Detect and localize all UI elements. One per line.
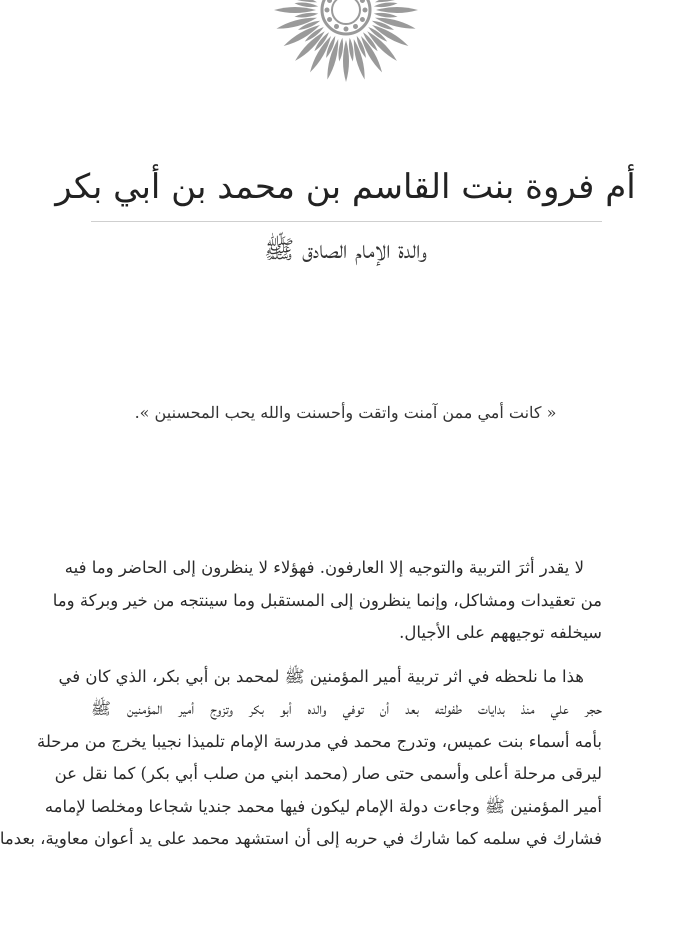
paragraph-gap — [91, 650, 602, 661]
ornament-dot — [359, 0, 366, 4]
ornament-dot — [359, 16, 366, 23]
text-line: فشارك في سلمه كما شارك في حربه إلى أن استشهد محمد على يد أعوان معاوية، بعدما — [0, 829, 602, 848]
ornament-dot — [344, 27, 349, 32]
text-line: لا يقدر أثرَ التربية والتوجيه إلا العارفون. فهؤلاء لا ينظرون إلى الحاضر وما فيه — [64, 558, 584, 577]
text-line: سيخلفه توجيههم على الأجيال. — [399, 623, 602, 642]
ornament-petal — [343, 40, 349, 82]
ornament-petal — [365, 29, 399, 63]
paragraph — [52, 552, 602, 650]
ornament-dot — [333, 23, 340, 30]
chapter-subtitle: والدة الإمام الصادق ﷺ — [263, 235, 428, 264]
text-line: ليرقى مرحلة أعلى وأسمى حتى صار (محمد ابني من صلب أبي بكر) كما نقل عن — [54, 764, 602, 783]
ornament-dot — [326, 0, 333, 4]
ornament-petal — [274, 7, 316, 13]
body-text — [0, 552, 602, 856]
ornament-petal — [376, 7, 418, 13]
title-divider — [91, 221, 602, 222]
text-line: من تعقيدات ومشاكل، وإنما ينظرون إلى المستقبل وما سينتجه من خير وبركة وما — [52, 590, 602, 610]
ornament-dot — [363, 8, 368, 13]
ornament-dot — [326, 16, 333, 23]
floral-ornament-icon — [261, 0, 431, 90]
epigraph-quote: « كانت أمي ممن آمنت واتقت وأحسنت والله يحب المحسنين ». — [134, 403, 557, 422]
paragraph — [0, 661, 602, 856]
text-line: هذا ما نلحظه في اثر تربية أمير المؤمنين ﷺ لمحمد بن أبي بكر، الذي كان في — [58, 666, 584, 686]
ornament-dot — [325, 8, 330, 13]
text-line: حجر علي منذ بدايات طفولته بعد أن توفي والده أبو بكر وتزوج أمير المؤمنين ﷺ — [91, 699, 602, 718]
chapter-title: أم فروة بنت القاسم بن محمد بن أبي بكر — [55, 167, 636, 207]
text-line: أمير المؤمنين ﷺ وجاءت دولة الإمام ليكون فيها محمد جنديا شجاعا ومخلصا لإمامه — [44, 796, 602, 816]
ornament-petal — [293, 29, 327, 63]
text-line: بأمه أسماء بنت عميس، وتدرج محمد في مدرسة الإمام تلميذا نجيبا يخرج من مرحلة — [37, 731, 602, 751]
ornament-dot — [352, 23, 359, 30]
